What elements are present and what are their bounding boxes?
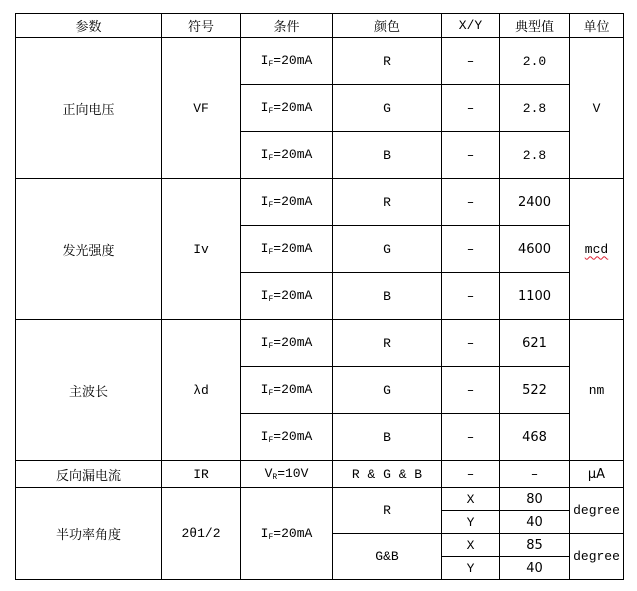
condition-cell: $I_F=20mA$ <box>241 85 333 132</box>
unit-nm: nm <box>570 320 624 461</box>
xy-cell: – <box>442 461 500 488</box>
value-cell: 2400 <box>500 179 570 226</box>
condition-cell: $I_F=20mA$ <box>241 179 333 226</box>
color-cell: G <box>333 85 442 132</box>
spec-table <box>15 13 624 580</box>
symbol-vf: VF <box>162 38 241 179</box>
condition-cell: $I_F=20mA$ <box>241 414 333 461</box>
value-cell: 40 <box>500 557 570 580</box>
param-forward-voltage: 正向电压 <box>16 38 162 179</box>
condition-cell: $I_F=20mA$ <box>241 38 333 85</box>
header-unit: 单位 <box>570 14 624 38</box>
unit-degree: degree <box>570 534 624 580</box>
value-cell: 621 <box>500 320 570 367</box>
condition-cell: $I_F=20mA$ <box>241 320 333 367</box>
header-xy: X/Y <box>442 14 500 38</box>
value-cell: 40 <box>500 511 570 534</box>
xy-cell: – <box>442 38 500 85</box>
unit-ua: μA <box>570 461 624 488</box>
param-luminous-intensity: 发光强度 <box>16 179 162 320</box>
xy-cell: – <box>442 179 500 226</box>
xy-cell: – <box>442 320 500 367</box>
condition-cell: $V_R=10V$ <box>241 461 333 488</box>
color-cell: R <box>333 488 442 534</box>
color-cell: G <box>333 226 442 273</box>
symbol-lambda-d: λd <box>162 320 241 461</box>
value-cell: 468 <box>500 414 570 461</box>
xy-cell: Y <box>442 557 500 580</box>
xy-cell: Y <box>442 511 500 534</box>
value-cell: 2.8 <box>500 85 570 132</box>
table-row <box>16 38 624 85</box>
condition-cell: $I_F=20mA$ <box>241 273 333 320</box>
value-cell: 522 <box>500 367 570 414</box>
header-row <box>16 14 624 38</box>
condition-cell: $I_F=20mA$ <box>241 226 333 273</box>
table-row <box>16 461 624 488</box>
condition-cell: $I_F=20mA$ <box>241 488 333 580</box>
xy-cell: – <box>442 367 500 414</box>
param-reverse-leakage: 反向漏电流 <box>16 461 162 488</box>
param-dominant-wavelength: 主波长 <box>16 320 162 461</box>
value-cell: 2.0 <box>500 38 570 85</box>
header-condition: 条件 <box>241 14 333 38</box>
color-cell: R <box>333 38 442 85</box>
color-cell: G&B <box>333 534 442 580</box>
xy-cell: – <box>442 414 500 461</box>
xy-cell: – <box>442 85 500 132</box>
table-row <box>16 179 624 226</box>
value-cell: – <box>500 461 570 488</box>
header-typical: 典型值 <box>500 14 570 38</box>
condition-cell: $I_F=20mA$ <box>241 367 333 414</box>
header-symbol: 符号 <box>162 14 241 38</box>
color-cell: G <box>333 367 442 414</box>
xy-cell: – <box>442 273 500 320</box>
xy-cell: – <box>442 226 500 273</box>
color-cell: B <box>333 273 442 320</box>
table-row <box>16 488 624 511</box>
param-half-power-angle: 半功率角度 <box>16 488 162 580</box>
xy-cell: X <box>442 488 500 511</box>
table-row <box>16 320 624 367</box>
unit-mcd: mcd <box>570 179 624 320</box>
color-cell: R <box>333 320 442 367</box>
value-cell: 4600 <box>500 226 570 273</box>
unit-degree: degree <box>570 488 624 534</box>
xy-cell: – <box>442 132 500 179</box>
color-cell: R & G & B <box>333 461 442 488</box>
value-cell: 80 <box>500 488 570 511</box>
value-cell: 2.8 <box>500 132 570 179</box>
symbol-ir: IR <box>162 461 241 488</box>
xy-cell: X <box>442 534 500 557</box>
color-cell: B <box>333 132 442 179</box>
unit-v: V <box>570 38 624 179</box>
header-color: 颜色 <box>333 14 442 38</box>
condition-cell: $I_F=20mA$ <box>241 132 333 179</box>
value-cell: 1100 <box>500 273 570 320</box>
header-param: 参数 <box>16 14 162 38</box>
value-cell: 85 <box>500 534 570 557</box>
color-cell: R <box>333 179 442 226</box>
symbol-iv: Iv <box>162 179 241 320</box>
color-cell: B <box>333 414 442 461</box>
symbol-2theta: 2θ1/2 <box>162 488 241 580</box>
